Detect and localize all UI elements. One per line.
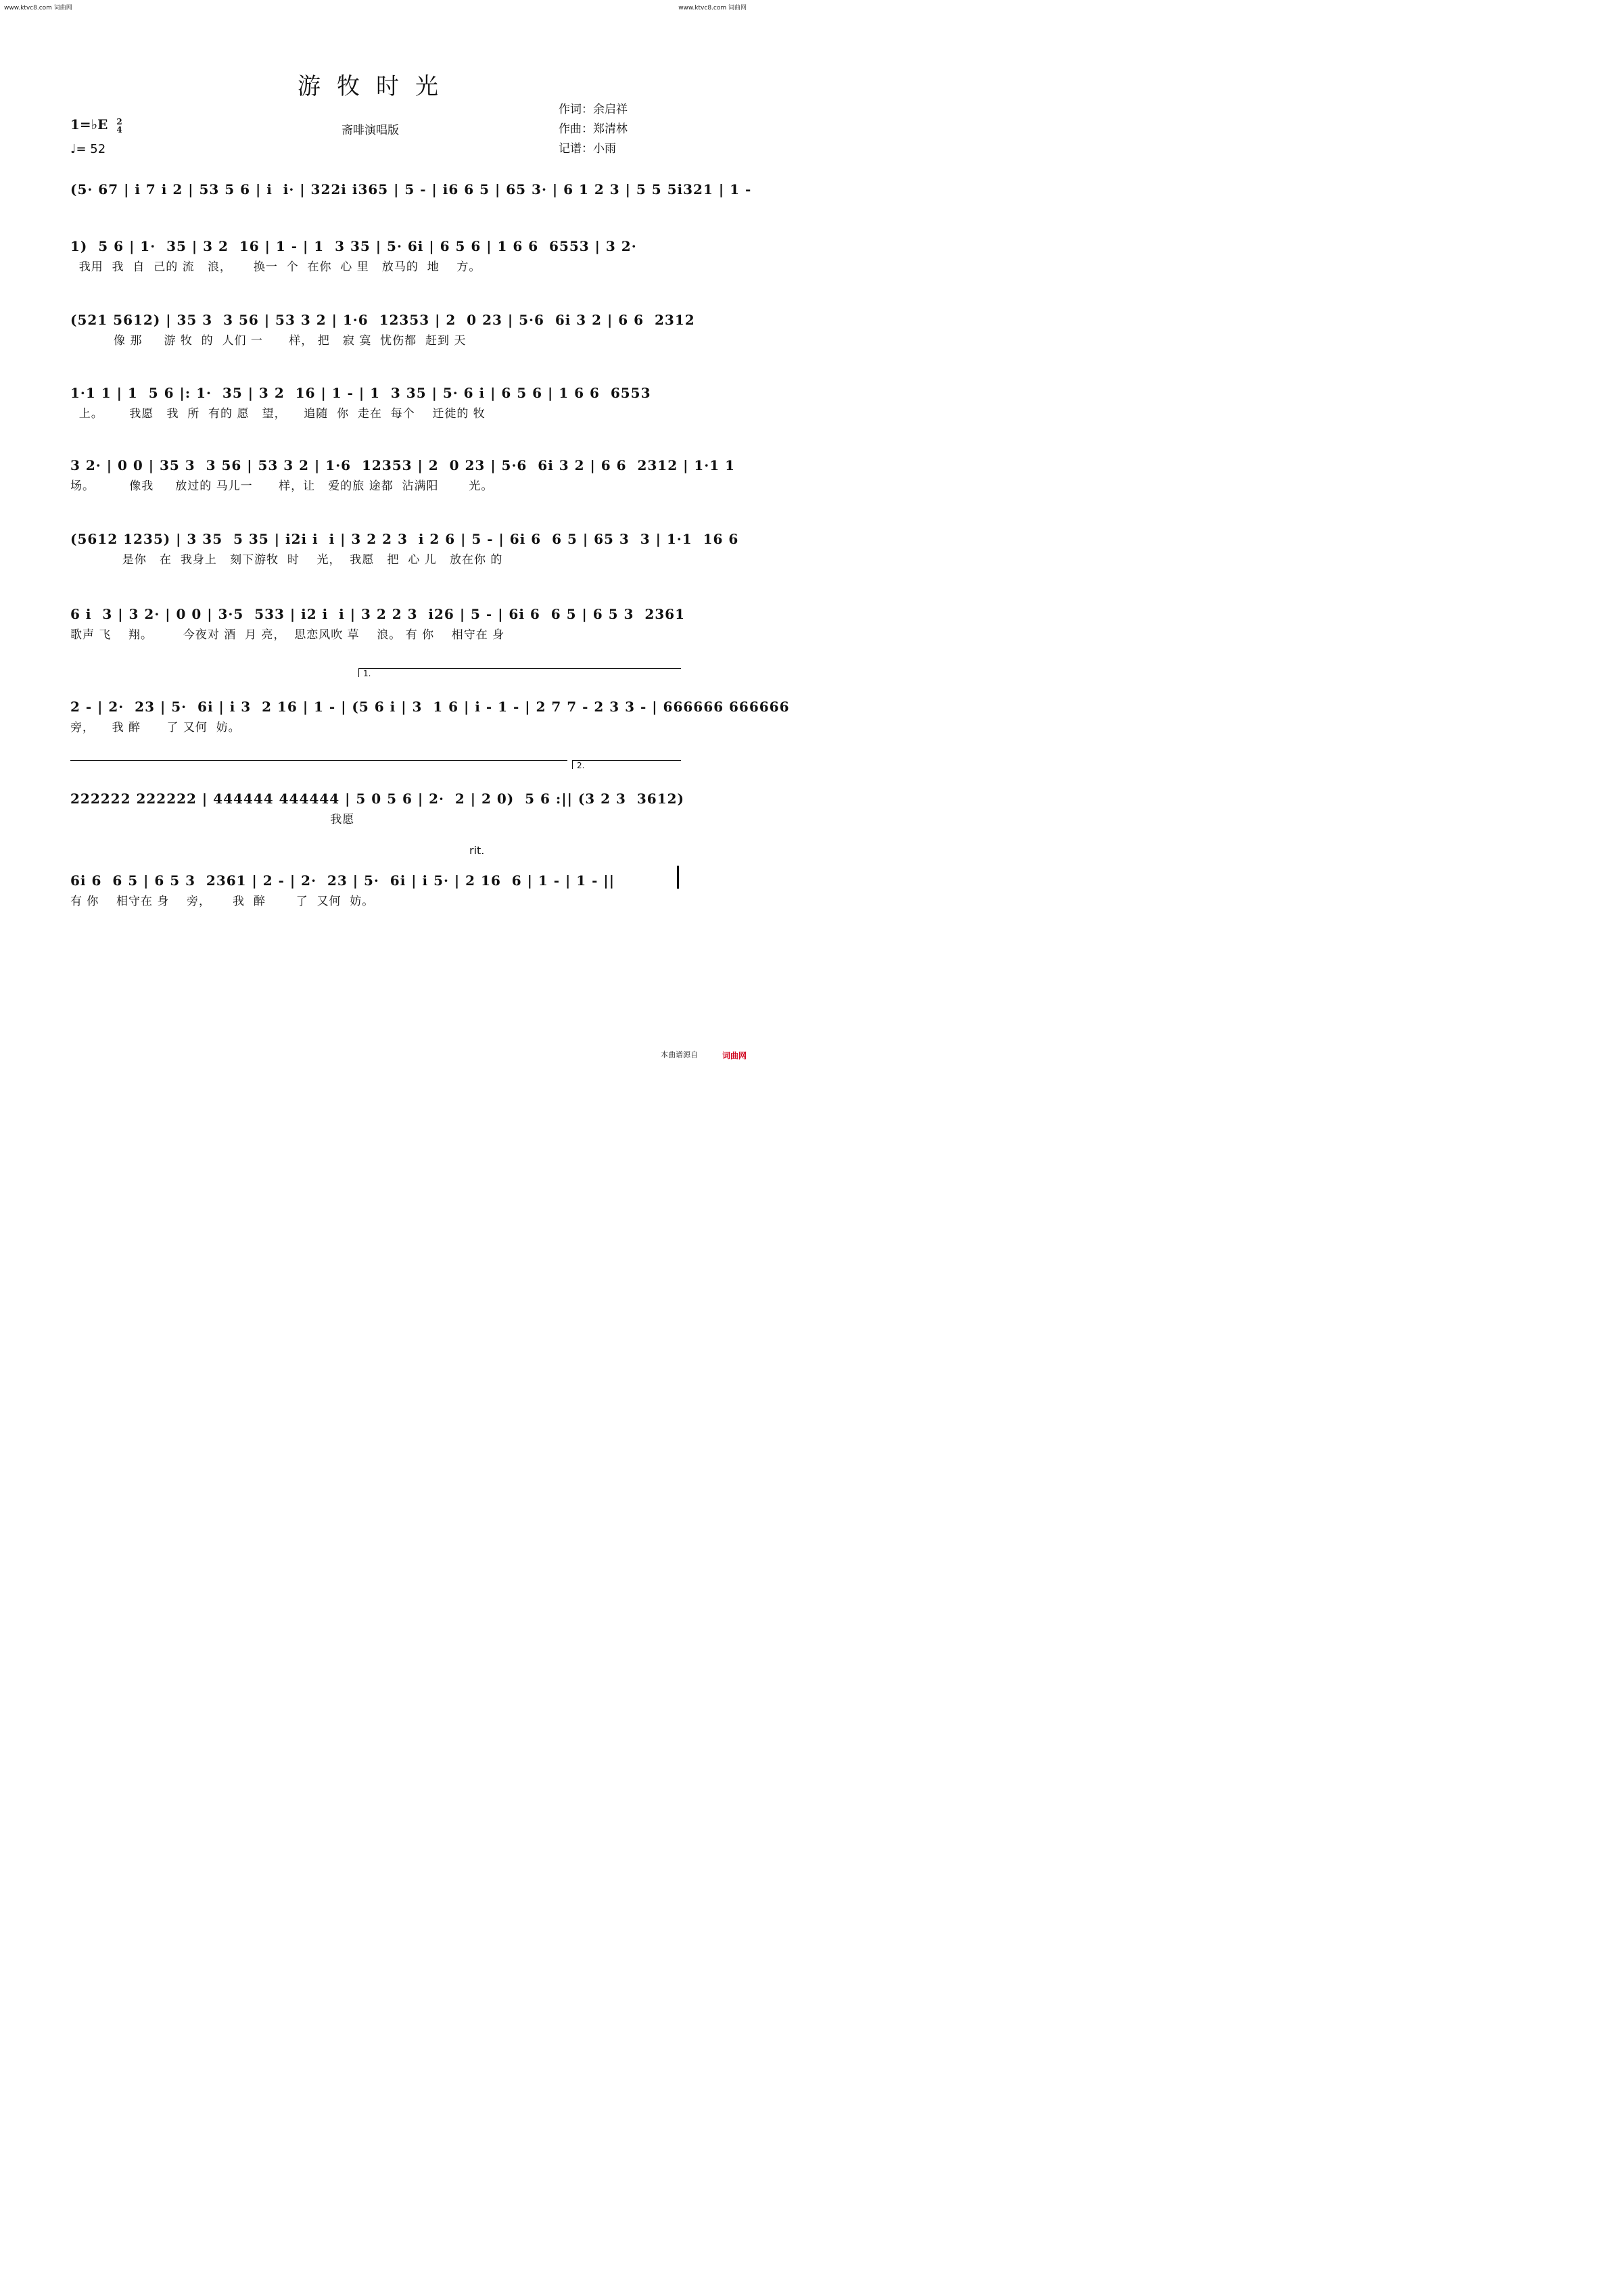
tempo-mark: ♩= 52: [70, 142, 106, 156]
time-signature: [116, 118, 122, 134]
version-label: 斋啡演唱版: [342, 124, 399, 137]
lyric-line: 场。 像我 放过的 马儿一 样，让 爱的旅 途都 沾满阳 光。: [70, 479, 494, 493]
first-ending-bracket: [358, 668, 681, 677]
notation-line: 6i 6 6 5 | 6 5 3 2361 | 2 - | 2· 23 | 5· 6i | i 5· | 2 16 6 | 1 - | 1 - ||: [70, 872, 615, 889]
lyric-line: 歌声 飞 翔。 今夜对 酒 月 亮， 思恋风吹 草 浪。 有 你 相守在 身: [70, 628, 505, 642]
notation-line: (521 5612) | 35 3 3 56 | 53 3 2 | 1·6 12353 | 2 0 23 | 5·6 6i 3 2 | 6 6 2312: [70, 312, 695, 328]
lyric-line: 是你 在 我身上 刻下游牧 时 光， 我愿 把 心 儿 放在你 的: [70, 553, 503, 567]
ending-label: 1.: [363, 669, 371, 678]
final-barline: [677, 866, 679, 889]
lyric-line: 我用 我 自 己的 流 浪， 换一 个 在你 心 里 放马的 地 方。: [70, 260, 481, 274]
lyricist: 作词：余启祥: [559, 103, 628, 116]
transcriber: 记谱：小雨: [559, 142, 616, 156]
footer-source: 本曲谱源自: [661, 1050, 698, 1059]
lyric-line: 像 那 游 牧 的 人们 一 样， 把 寂 寞 忧伤都 赶到 天: [70, 334, 467, 348]
lyric-line: [70, 200, 679, 218]
time-bottom: 4: [116, 124, 122, 135]
notation-line: 1·1 1 | 1 5 6 |: 1· 35 | 3 2 16 | 1 - | 1 3 35 | 5· 6 i | 6 5 6 | 1 6 6 6553: [70, 385, 651, 401]
score-page: [0, 0, 790, 1064]
notation-line: (5· 67 | i 7 i 2 | 53 5 6 | i i· | 322i i365 | 5 - | i6 6 5 | 65 3· | 6 1 2 3 | 5 5 5i321 | 1 -: [70, 181, 752, 197]
notation-line: 6 i 3 | 3 2· | 0 0 | 3·5 533 | i2 i i | 3 2 2 3 i26 | 5 - | 6i 6 6 5 | 6 5 3 2361: [70, 606, 686, 622]
ritardando-mark: rit.: [469, 844, 485, 857]
composer: 作曲：郑清林: [559, 122, 628, 136]
key-label: 1=♭E: [70, 116, 108, 133]
lyric-line: 旁， 我 醉 了 又何 妨。: [70, 721, 241, 734]
notation-line: 3 2· | 0 0 | 35 3 3 56 | 53 3 2 | 1·6 12353 | 2 0 23 | 5·6 6i 3 2 | 6 6 2312 | 1·1 1: [70, 457, 736, 473]
second-ending-bracket: [572, 760, 681, 769]
footer-site-logo[interactable]: 词曲网: [722, 1051, 747, 1060]
time-top: 2: [116, 116, 122, 126]
ending-label: 2.: [577, 761, 585, 770]
notation-line: 222222 222222 | 444444 444444 | 5 0 5 6 | 2· 2 | 2 0) 5 6 :|| (3 2 3 3612): [70, 791, 685, 807]
key-signature: [70, 116, 122, 134]
page-title: 游牧时光: [298, 73, 454, 100]
lyric-line: 我愿: [70, 813, 355, 826]
lyric-line: 有 你 相守在 身 旁， 我 醉 了 又何 妨。: [70, 895, 375, 908]
notation-line: 1) 5 6 | 1· 35 | 3 2 16 | 1 - | 1 3 35 | 5· 6i | 6 5 6 | 1 6 6 6553 | 3 2·: [70, 238, 637, 254]
site-watermark-right: www.ktvc8.com 词曲网: [678, 5, 747, 11]
first-ending-line: [70, 760, 567, 761]
lyric-line: 上。 我愿 我 所 有的 愿 望， 追随 你 走在 每个 迁徙的 牧: [70, 407, 486, 421]
notation-line: (5612 1235) | 3 35 5 35 | i2i i i | 3 2 2 3 i 2 6 | 5 - | 6i 6 6 5 | 65 3 3 | 1·1 16 6: [70, 531, 739, 547]
site-watermark-left: www.ktvc8.com 词曲网: [4, 5, 72, 11]
notation-line: 2 - | 2· 23 | 5· 6i | i 3 2 16 | 1 - | (5 6 i | 3 1 6 | i - 1 - | 2 7 7 - 2 3 3 - | 666666 666666: [70, 699, 790, 715]
credits: [559, 100, 628, 159]
